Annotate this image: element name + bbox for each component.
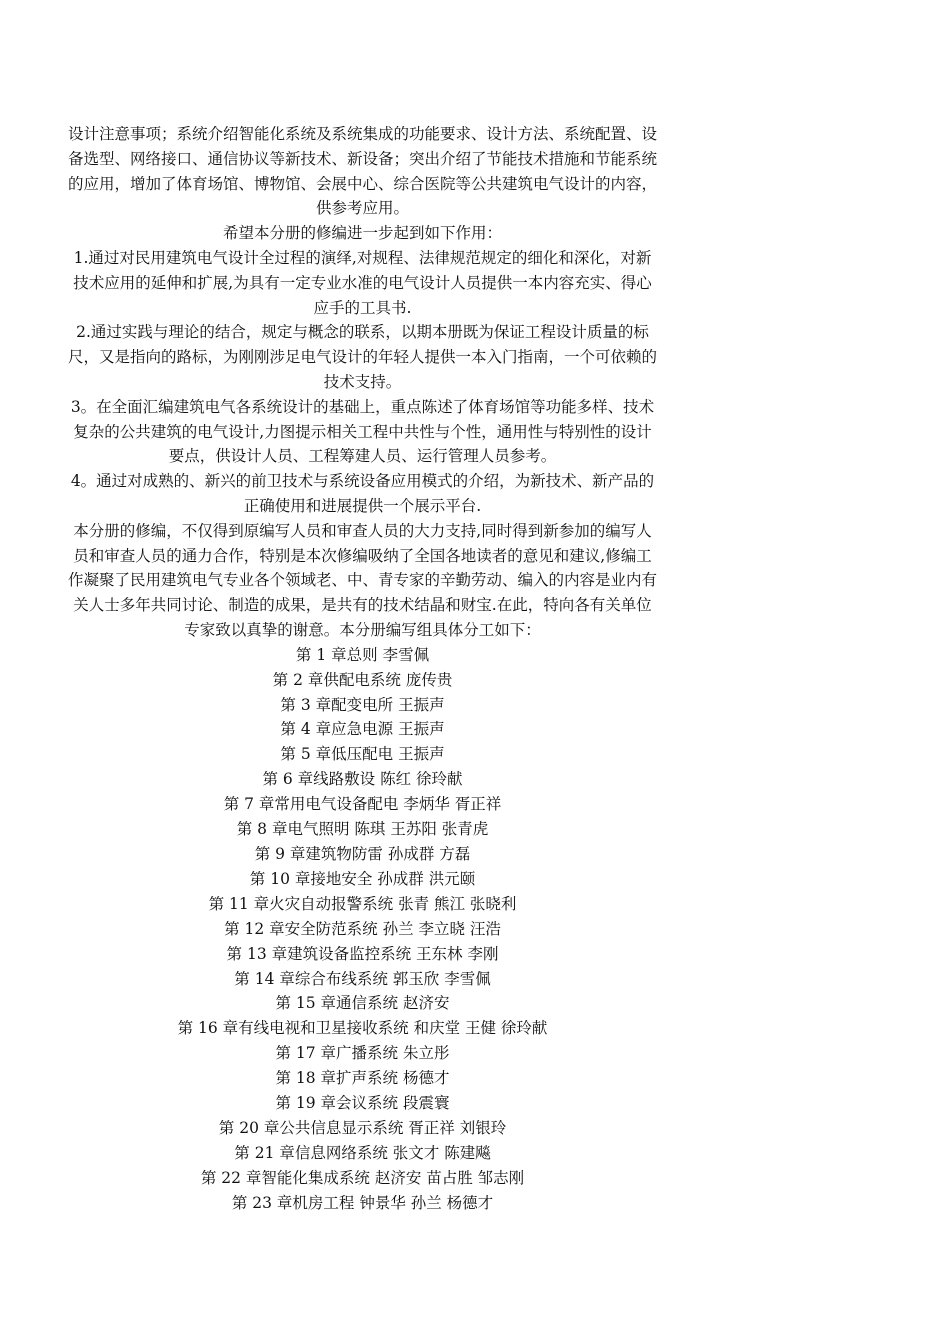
chapter-entry: 第 8 章电气照明 陈琪 王苏阳 张青虎: [236, 820, 489, 839]
text-line: 1.通过对民用建筑电气设计全过程的演绎,对规程、法律规范规定的细化和深化，对新: [73, 248, 652, 267]
chapter-entry: 第 15 章通信系统 赵济安: [275, 994, 450, 1013]
chapter-entry: 第 4 章应急电源 王振声: [280, 720, 445, 739]
text-line: 专家致以真挚的谢意。本分册编写组具体分工如下：: [184, 620, 541, 639]
chapter-entry: 第 1 章总则 李雪佩: [295, 645, 430, 664]
text-line: 的应用，增加了体育场馆、博物馆、会展中心、综合医院等公共建筑电气设计的内容，: [67, 174, 657, 193]
document-page: [40, 122, 685, 1216]
text-line: 技术支持。: [323, 372, 402, 391]
chapter-entry: 第 21 章信息网络系统 张文才 陈建飚: [234, 1143, 491, 1162]
chapter-entry: 第 3 章配变电所 王振声: [280, 695, 445, 714]
chapter-entry: 第 6 章线路敷设 陈红 徐玲献: [262, 770, 463, 789]
text-line: 希望本分册的修编进一步起到如下作用：: [222, 224, 502, 243]
chapter-entry: 第 22 章智能化集成系统 赵济安 苗占胜 邹志刚: [200, 1168, 525, 1187]
text-line: 关人士多年共同讨论、制造的成果，是共有的技术结晶和财宝.在此，特向各有关单位: [73, 596, 652, 615]
text-line: 本分册的修编，不仅得到原编写人员和审查人员的大力支持,同时得到新参加的编写人: [73, 521, 652, 540]
text-line: 正确使用和进展提供一个展示平台.: [243, 496, 482, 515]
chapter-entry: 第 11 章火灾自动报警系统 张青 熊江 张晓利: [208, 894, 517, 913]
chapter-entry: 第 18 章扩声系统 杨德才: [275, 1069, 450, 1088]
text-line: 2.通过实践与理论的结合，规定与概念的联系，以期本册既为保证工程设计质量的标: [76, 323, 649, 342]
text-line: 4。通过对成熟的、新兴的前卫技术与系统设备应用模式的介绍，为新技术、新产品的: [70, 472, 655, 491]
chapter-entry: 第 10 章接地安全 孙成群 洪元颐: [249, 869, 476, 888]
text-line: 供参考应用。: [315, 199, 409, 218]
chapter-entry: 第 9 章建筑物防雷 孙成群 方磊: [254, 844, 471, 863]
chapter-entry: 第 2 章供配电系统 庞传贵: [272, 670, 453, 689]
chapter-entry: 第 14 章综合布线系统 郭玉欣 李雪佩: [234, 969, 491, 988]
text-line: 3。在全面汇编建筑电气各系统设计的基础上，重点陈述了体育场馆等功能多样、技术: [70, 397, 655, 416]
text-line: 作凝聚了民用建筑电气专业各个领域老、中、青专家的辛勤劳动、编入的内容是业内有: [67, 571, 657, 590]
text-line: 备选型、网络接口、通信协议等新技术、新设备；突出介绍了节能技术措施和节能系统: [67, 149, 657, 168]
text-line: 应手的工具书.: [313, 298, 412, 317]
chapter-assignment-list: [40, 643, 685, 1216]
chapter-entry: 第 19 章会议系统 段震寰: [275, 1094, 450, 1113]
chapter-entry: 第 5 章低压配电 王振声: [280, 745, 445, 764]
chapter-entry: 第 23 章机房工程 钟景华 孙兰 杨德才: [231, 1193, 494, 1212]
text-line: 复杂的公共建筑的电气设计,力图提示相关工程中共性与个性，通用性与特别性的设计: [73, 422, 652, 441]
text-line: 要点，供设计人员、工程筹建人员、运行管理人员参考。: [168, 447, 557, 466]
text-line: 员和审查人员的通力合作，特别是本次修编吸纳了全国各地读者的意见和建议,修编工: [73, 546, 652, 565]
text-line: 尺，又是指向的路标，为刚刚涉足电气设计的年轻人提供一本入门指南，一个可依赖的: [67, 348, 657, 367]
chapter-entry: 第 12 章安全防范系统 孙兰 李立晓 汪浩: [224, 919, 501, 938]
chapter-entry: 第 16 章有线电视和卫星接收系统 和庆堂 王健 徐玲献: [177, 1019, 548, 1038]
text-line: 设计注意事项；系统介绍智能化系统及系统集成的功能要求、设计方法、系统配置、设: [67, 125, 657, 143]
chapter-entry: 第 17 章广播系统 朱立彤: [275, 1044, 450, 1063]
chapter-entry: 第 7 章常用电气设备配电 李炳华 胥正祥: [223, 795, 502, 814]
chapter-entry: 第 20 章公共信息显示系统 胥正祥 刘银玲: [218, 1118, 507, 1137]
chapter-entry: 第 13 章建筑设备监控系统 王东林 李刚: [226, 944, 499, 963]
intro-paragraph: [40, 122, 685, 643]
text-line: 技术应用的延伸和扩展,为具有一定专业水准的电气设计人员提供一本内容充实、得心: [73, 273, 652, 292]
